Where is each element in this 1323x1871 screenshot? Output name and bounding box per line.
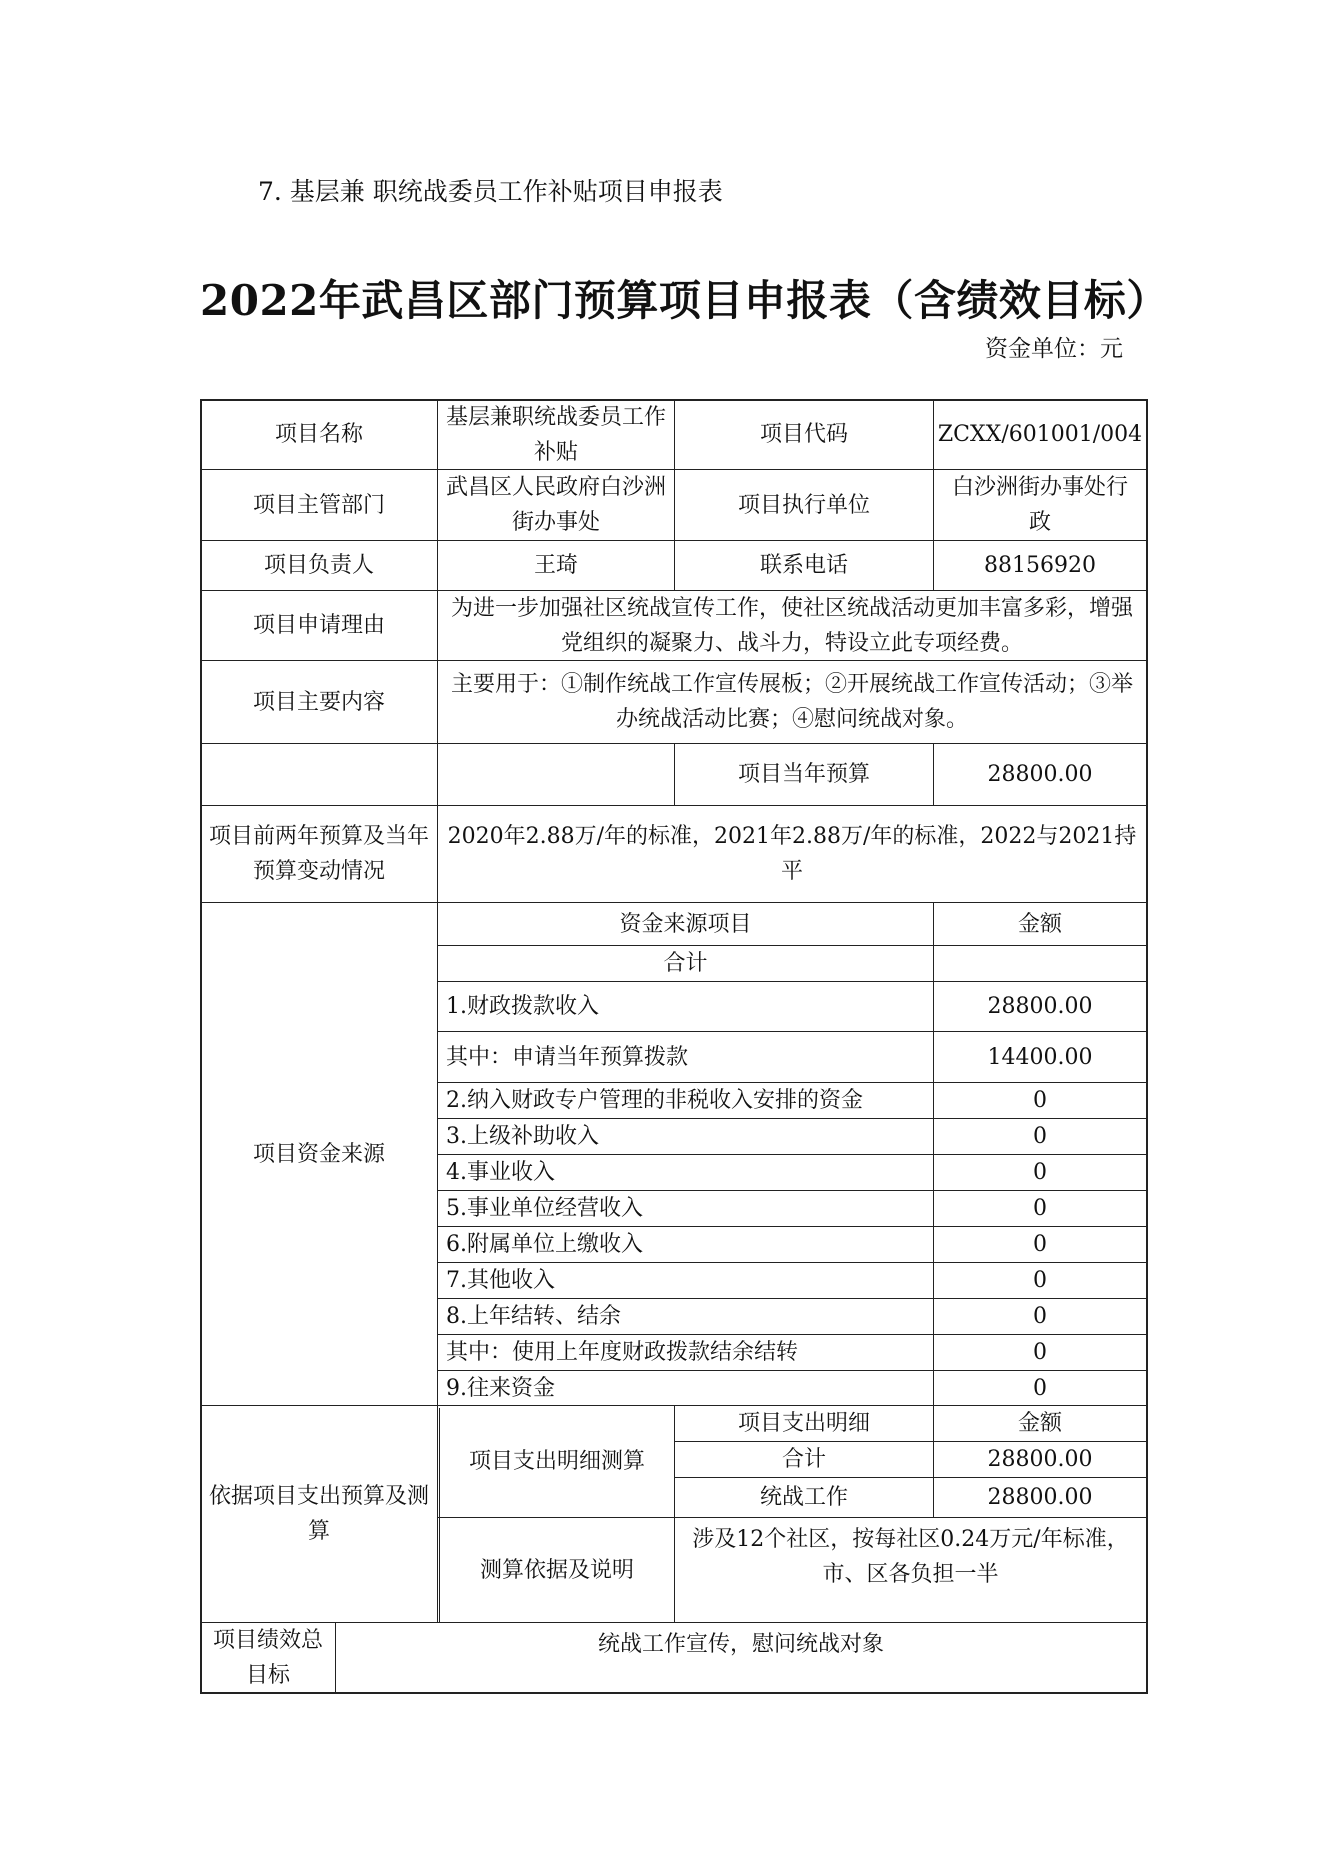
content-value: 主要用于：①制作统战工作宣传展板；②开展统战工作宣传活动；③举办统战活动比赛；④慰问统战对象。 <box>450 672 1133 732</box>
expenditure-row-item: 合计 <box>781 1447 826 1472</box>
performance-goal-value: 统战工作宣传，慰问统战对象 <box>597 1632 884 1657</box>
budget-label: 项目当年预算 <box>737 762 870 787</box>
calculation-basis-label: 测算依据及说明 <box>479 1557 634 1583</box>
reason-label: 项目申请理由 <box>252 613 385 638</box>
funding-row-item: 3.上级补助收入 <box>446 1124 599 1149</box>
funding-row-item: 8.上年结转、结余 <box>446 1304 621 1329</box>
funding-row-amount: 0 <box>1033 1304 1047 1329</box>
funding-source-label: 项目资金来源 <box>252 1141 385 1167</box>
funding-row-amount: 0 <box>1033 1088 1047 1113</box>
funding-row-item: 4.事业收入 <box>446 1160 555 1185</box>
funding-row-amount: 0 <box>1033 1340 1047 1365</box>
funding-row-amount: 0 <box>1033 1124 1047 1149</box>
funding-row-item: 其中：申请当年预算拨款 <box>446 1044 689 1070</box>
expenditure-row-item: 统战工作 <box>759 1485 848 1510</box>
department-value: 武昌区人民政府白沙洲街办事处 <box>446 475 667 535</box>
expenditure-row-amount: 28800.00 <box>987 1485 1093 1510</box>
performance-goal-label: 项目绩效总目标 <box>212 1627 323 1688</box>
expenditure-amount-header: 金额 <box>1017 1411 1062 1436</box>
project-code-label: 项目代码 <box>759 422 848 447</box>
phone-label: 联系电话 <box>759 553 848 578</box>
owner-label: 项目负责人 <box>263 553 374 578</box>
calculation-basis-value: 涉及12个社区，按每社区0.24万元/年标准，市、区各负担一半 <box>692 1527 1129 1587</box>
project-name-label: 项目名称 <box>274 422 363 447</box>
reason-value: 为进一步加强社区统战宣传工作，使社区统战活动更加丰富多彩，增强党组织的凝聚力、战斗力，特设立此专项经费。 <box>450 595 1133 656</box>
phone-value: 88156920 <box>984 553 1096 578</box>
funding-row-item: 9.往来资金 <box>446 1375 555 1401</box>
funding-source-header: 资金来源项目 <box>619 911 752 937</box>
funding-row-amount: 14400.00 <box>987 1044 1093 1070</box>
funding-row-item: 5.事业单位经营收入 <box>446 1196 643 1221</box>
funding-row-item: 7.其他收入 <box>446 1268 555 1293</box>
funding-row-amount <box>934 946 1146 981</box>
funding-row-amount: 0 <box>1033 1232 1047 1257</box>
funding-row-item: 其中：使用上年度财政拨款结余结转 <box>446 1340 799 1365</box>
expenditure-detail-label: 项目支出明细测算 <box>468 1449 645 1474</box>
funding-row-item: 2.纳入财政专户管理的非税收入安排的资金 <box>446 1088 863 1113</box>
funding-row-amount: 0 <box>1033 1196 1047 1221</box>
expenditure-label: 依据项目支出预算及测算 <box>209 1484 430 1544</box>
executing-unit-value: 白沙洲街办事处行政 <box>951 475 1128 535</box>
project-name-value: 基层兼职统战委员工作补贴 <box>446 404 667 465</box>
funding-row-amount: 0 <box>1033 1268 1047 1293</box>
budget-value: 28800.00 <box>987 762 1093 787</box>
project-code-value: ZCXX/601001/004 <box>937 422 1143 447</box>
owner-value: 王琦 <box>533 553 578 578</box>
funding-row-item: 1.财政拨款收入 <box>446 994 599 1019</box>
document-heading: 7. 基层兼 职统战委员工作补贴项目申报表 <box>258 177 723 206</box>
page-title: 2022年武昌区部门预算项目申报表（含绩效目标） <box>200 276 1169 325</box>
funding-row-amount: 28800.00 <box>987 994 1093 1019</box>
budget-change-label: 项目前两年预算及当年预算变动情况 <box>209 824 430 884</box>
content-label: 项目主要内容 <box>252 689 385 715</box>
funding-row-amount: 0 <box>1033 1160 1047 1185</box>
currency-unit: 资金单位：元 <box>985 336 1123 362</box>
expenditure-detail-header: 项目支出明细 <box>737 1411 870 1436</box>
executing-unit-label: 项目执行单位 <box>737 492 870 518</box>
funding-row-amount: 0 <box>1033 1375 1047 1401</box>
funding-amount-header: 金额 <box>1017 911 1062 937</box>
expenditure-row-amount: 28800.00 <box>987 1447 1093 1472</box>
budget-change-value: 2020年2.88万/年的标准，2021年2.88万/年的标准，2022与2021持平 <box>447 824 1137 884</box>
funding-row-item: 6.附属单位上缴收入 <box>446 1232 643 1257</box>
department-label: 项目主管部门 <box>252 492 385 518</box>
funding-row-item: 合计 <box>663 951 708 976</box>
